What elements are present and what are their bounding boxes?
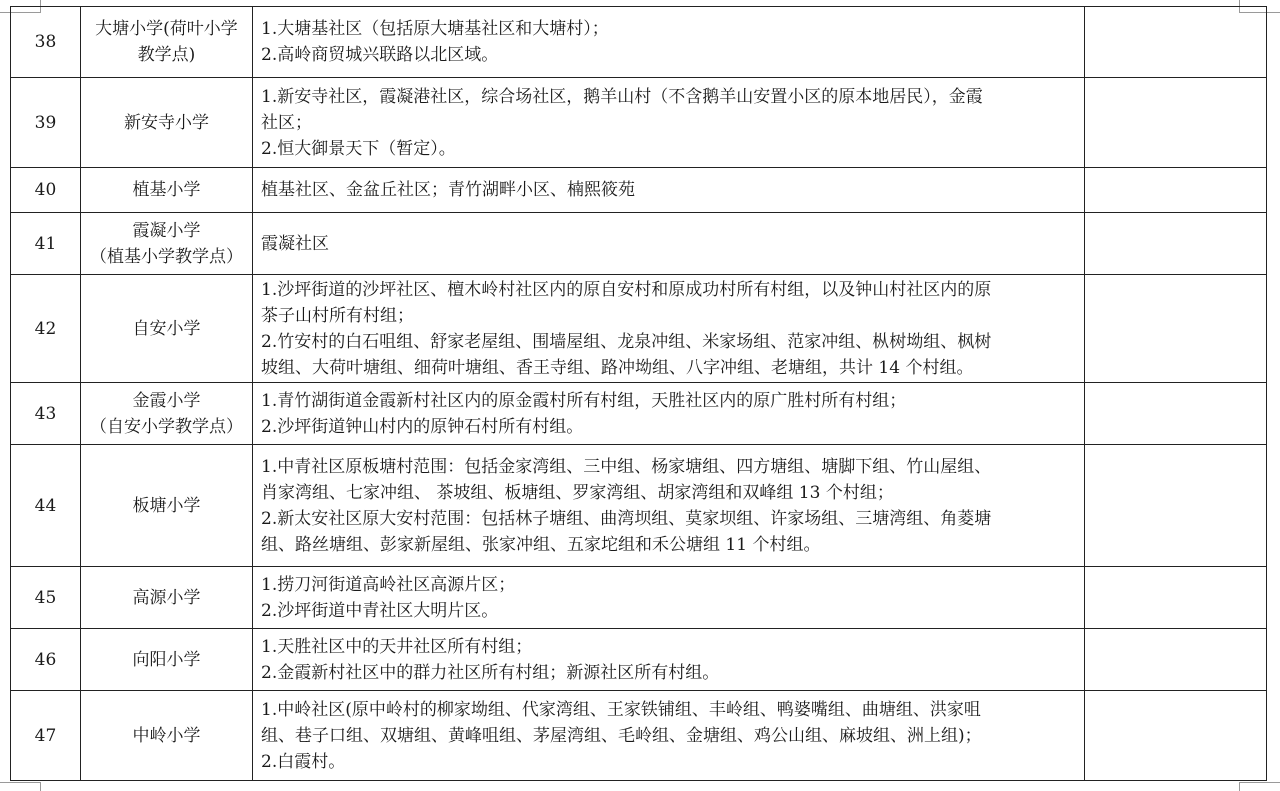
- row-number: 42: [11, 275, 81, 383]
- school-name: 自安小学: [132, 318, 201, 339]
- enrollment-area-cell: [253, 383, 1085, 445]
- school-name: 向阳小学: [132, 649, 201, 670]
- area-text-line: 1.天胜社区中的天井社区所有村组；: [261, 636, 533, 657]
- remarks-cell: [1085, 78, 1267, 168]
- table-row: [11, 7, 1267, 78]
- enrollment-area-cell: [253, 78, 1085, 168]
- school-name-cell: [81, 213, 253, 275]
- enrollment-area-cell: [253, 7, 1085, 78]
- school-name-cell: [81, 567, 253, 629]
- school-name: 中岭小学: [132, 725, 201, 746]
- school-name-cell: [81, 275, 253, 383]
- school-name-cell: [81, 629, 253, 691]
- area-text-line: 2.金霞新村社区中的群力社区所有村组；新源社区所有村组。: [261, 662, 720, 683]
- area-text-line: 1.大塘基社区（包括原大塘基社区和大塘村）；: [261, 19, 609, 39]
- school-name-cell: [81, 168, 253, 213]
- school-name: 新安寺小学: [124, 112, 209, 133]
- school-name: 金霞小学: [132, 390, 201, 411]
- crop-mark-bottom-right: [1239, 782, 1280, 791]
- remarks-cell: [1085, 445, 1267, 567]
- row-number: 45: [11, 567, 81, 629]
- area-text-line: 组、巷子口组、双塘组、黄峰咀组、茅屋湾组、毛岭组、金塘组、鸡公山组、麻坡组、洲上组)；: [261, 725, 982, 746]
- row-number: 44: [11, 445, 81, 567]
- area-text-line: 坡组、大荷叶塘组、细荷叶塘组、香王寺组、路冲坳组、八字冲组、老塘组，共计 14 个村组。: [261, 357, 974, 378]
- remarks-cell: [1085, 383, 1267, 445]
- area-text-line: 组、路丝塘组、彭家新屋组、张家冲组、五家坨组和禾公塘组 11 个村组。: [261, 534, 821, 555]
- crop-mark-bottom-left: [0, 782, 41, 791]
- remarks-cell: [1085, 567, 1267, 629]
- area-text-line: 2.白霞村。: [261, 751, 346, 772]
- remarks-cell: [1085, 213, 1267, 275]
- enrollment-area-cell: [253, 445, 1085, 567]
- area-text-line: 2.沙坪街道中青社区大明片区。: [261, 600, 499, 621]
- remarks-cell: [1085, 691, 1267, 781]
- row-number: 47: [11, 691, 81, 781]
- row-number: 46: [11, 629, 81, 691]
- table-row: [11, 567, 1267, 629]
- enrollment-area-cell: [253, 275, 1085, 383]
- school-name: 植基小学: [132, 180, 201, 200]
- area-text-line: 1.中青社区原板塘村范围：包括金家湾组、三中组、杨家塘组、四方塘组、塘脚下组、竹山屋组、: [261, 456, 992, 477]
- table-row: [11, 445, 1267, 567]
- table-row: [11, 213, 1267, 275]
- table-body: [11, 7, 1267, 781]
- table-row: [11, 275, 1267, 383]
- table-row: [11, 168, 1267, 213]
- table-row: [11, 383, 1267, 445]
- area-text-line: 霞凝社区: [261, 233, 329, 254]
- enrollment-area-cell: [253, 213, 1085, 275]
- table-row: [11, 78, 1267, 168]
- remarks-cell: [1085, 629, 1267, 691]
- area-text-line: 植基社区、金盆丘社区；青竹湖畔小区、楠熙筱苑: [261, 180, 635, 200]
- school-name-cell: [81, 78, 253, 168]
- enrollment-area-cell: [253, 691, 1085, 781]
- school-name: 板塘小学: [132, 495, 201, 516]
- row-number: 39: [11, 78, 81, 168]
- row-number: 43: [11, 383, 81, 445]
- school-district-table: [10, 6, 1267, 781]
- area-text-line: 2.高岭商贸城兴联路以北区域。: [261, 45, 499, 65]
- school-name-cell: [81, 691, 253, 781]
- school-name-cell: [81, 7, 253, 78]
- remarks-cell: [1085, 275, 1267, 383]
- area-text-line: 肖家湾组、七家冲组、 茶坡组、板塘组、罗家湾组、胡家湾组和双峰组 13 个村组；: [261, 482, 894, 503]
- school-name: 大塘小学(荷叶小学: [95, 19, 238, 39]
- school-name: 高源小学: [132, 587, 201, 608]
- area-text-line: 1.青竹湖街道金霞新村社区内的原金霞村所有村组，天胜社区内的原广胜村所有村组；: [261, 390, 907, 411]
- school-name-cell: [81, 383, 253, 445]
- row-number: 41: [11, 213, 81, 275]
- area-text-line: 1.新安寺社区，霞凝港社区，综合场社区，鹅羊山村（不含鹅羊山安置小区的原本地居民），金霞: [261, 86, 983, 107]
- row-number: 38: [11, 7, 81, 78]
- row-number: 40: [11, 168, 81, 213]
- table-row: [11, 629, 1267, 691]
- area-text-line: 1.捞刀河街道高岭社区高源片区；: [261, 574, 516, 595]
- area-text-line: 2.新太安社区原大安村范围：包括林子塘组、曲湾坝组、莫家坝组、许家场组、三塘湾组、角菱塘: [261, 508, 992, 529]
- remarks-cell: [1085, 7, 1267, 78]
- area-text-line: 2.竹安村的白石咀组、舒家老屋组、围墙屋组、龙泉冲组、米家场组、范家冲组、枞树坳组、枫树: [261, 331, 992, 352]
- school-name: 霞凝小学: [132, 220, 201, 241]
- table-row: [11, 691, 1267, 781]
- school-subtitle: 教学点): [137, 45, 196, 65]
- enrollment-area-cell: [253, 567, 1085, 629]
- enrollment-area-cell: [253, 629, 1085, 691]
- area-text-line: 2.沙坪街道钟山村内的原钟石村所有村组。: [261, 416, 584, 437]
- remarks-cell: [1085, 168, 1267, 213]
- school-subtitle: （植基小学教学点）: [90, 246, 243, 267]
- enrollment-area-cell: [253, 168, 1085, 213]
- area-text-line: 社区；: [261, 112, 312, 133]
- school-subtitle: （自安小学教学点）: [90, 416, 243, 437]
- area-text-line: 2.恒大御景天下（暂定）。: [261, 138, 456, 159]
- school-name-cell: [81, 445, 253, 567]
- area-text-line: 茶子山村所有村组；: [261, 305, 414, 326]
- area-text-line: 1.中岭社区(原中岭村的柳家坳组、代家湾组、王家铁铺组、丰岭组、鸭婆嘴组、曲塘组、洪家咀: [261, 699, 981, 720]
- area-text-line: 1.沙坪街道的沙坪社区、檀木岭村社区内的原自安村和原成功村所有村组，以及钟山村社区内的原: [261, 279, 992, 300]
